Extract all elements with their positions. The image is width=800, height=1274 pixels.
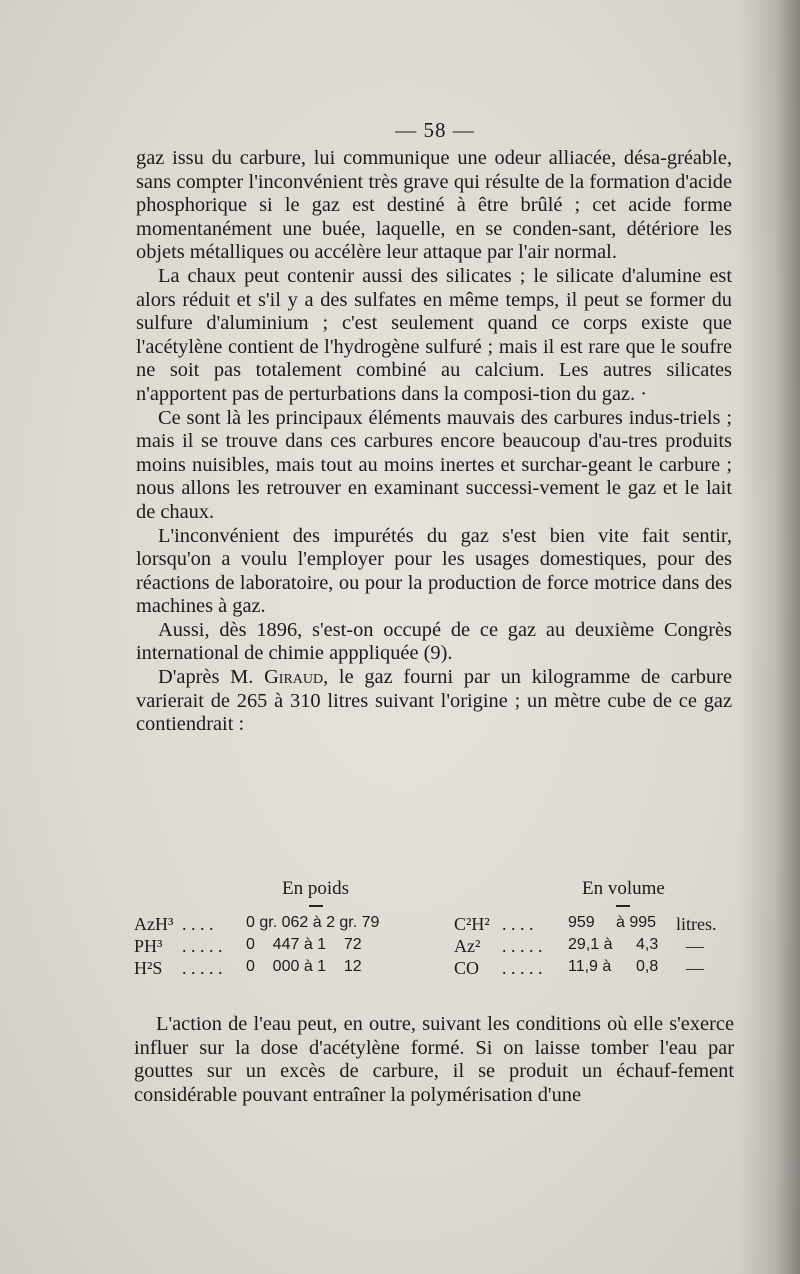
volume-dots: . . . . .	[502, 936, 543, 956]
weight-dots: . . . . .	[182, 958, 223, 978]
volume-dots: . . . .	[502, 914, 534, 934]
weight-header-dash	[309, 905, 323, 907]
page-number: — 58 —	[395, 118, 475, 142]
weight-formula: PH³	[134, 936, 163, 956]
paragraph-bottom: L'action de l'eau peut, en outre, suivant les conditions où elle s'exerce influer sur la dose d'acétylène formé. Si on laisse tomber l'eau par gouttes sur un excès de carbure, il se produit un échauf-fement considérable pouvant entraîner la polymérisation d'une	[134, 1013, 734, 1106]
volume-header-dash	[616, 905, 630, 907]
paragraph-3: Ce sont là les principaux éléments mauvais des carbures indus-triels ; mais il se trouve dans ces carbures encore beaucoup d'au-tres produits moins nuisibles, mais tout au moins inertes et surchar-geant le carbure ; nous allons les retrouver en examinant successi-vement le gaz et le lait de chaux.	[136, 406, 732, 523]
volume-value-a: 11,9 à	[568, 958, 612, 975]
table-row	[134, 958, 734, 980]
weight-value: 0 447 à 1 72	[246, 936, 362, 953]
paragraph-1: gaz issu du carbure, lui communique une odeur alliacée, désa-gréable, sans compter l'inconvénient très grave qui résulte de la formation d'acide phosphorique si le gaz est destiné à être brûlé ; cet acide forme momentanément une buée, laquelle, en se conden-sant, détériore les objets métalliques ou accélère leur attaque par l'air normal.	[136, 147, 732, 264]
volume-unit: litres.	[676, 914, 717, 934]
author-name: Giraud	[264, 666, 324, 689]
giraud-before: D'après M.	[158, 666, 265, 689]
weight-header-label: En poids	[282, 878, 350, 899]
table-row	[134, 914, 734, 936]
volume-formula: CO	[454, 958, 480, 978]
volume-formula: C²H²	[454, 914, 490, 934]
volume-dots: . . . . .	[502, 958, 543, 978]
weight-dots: . . . .	[182, 914, 214, 934]
volume-unit: —	[686, 958, 704, 978]
paragraph-4: L'inconvénient des impurétés du gaz s'est bien vite fait sentir, lorsqu'on a voulu l'employer pour les usages domestiques, pour des réactions de laboratoire, ou pour la production de force motrice dans des machines à gaz.	[136, 524, 732, 618]
weight-table-header	[282, 878, 349, 907]
weight-formula: AzH³	[134, 914, 174, 934]
weight-formula: H²S	[134, 958, 163, 978]
volume-table-header	[582, 878, 665, 907]
body-text-bottom	[134, 1013, 734, 1107]
volume-header-label: En volume	[582, 878, 665, 899]
paragraph-giraud	[136, 666, 732, 737]
volume-value-b: 0,8	[636, 958, 659, 975]
weight-value: 0 gr. 062 à 2 gr. 79	[246, 914, 380, 931]
paragraph-5: Aussi, dès 1896, s'est-on occupé de ce gaz au deuxième Congrès international de chimie apppliquée (9).	[136, 618, 732, 665]
weight-dots: . . . . .	[182, 936, 223, 956]
weight-value: 0 000 à 1 12	[246, 958, 362, 975]
volume-value-a: 29,1 à	[568, 936, 613, 953]
book-spine-shadow	[740, 0, 800, 1274]
volume-unit: —	[686, 936, 704, 956]
giraud-after: , le gaz fourni par un kilogramme de carbure varierait de 265 à 310 litres suivant l'origine ; un mètre cube de ce gaz contiendrait :	[136, 666, 732, 736]
composition-tables	[134, 878, 734, 988]
table-row	[134, 936, 734, 958]
volume-value-b: 4,3	[636, 936, 659, 953]
paragraph-2: La chaux peut contenir aussi des silicates ; le silicate d'alumine est alors réduit et s'il y a des sulfates en même temps, il peut se former du sulfure d'aluminium ; c'est seulement quand ce corps existe que l'acétylène contient de l'hydrogène sulfuré ; mais il est rare que le soufre ne soit pas totalement combiné au calcium. Les autres silicates n'apportent pas de perturbations dans la composi-tion du gaz. ·	[136, 264, 732, 405]
volume-value-a: 959	[568, 914, 595, 931]
volume-value-b: à 995	[616, 914, 657, 931]
volume-formula: Az²	[454, 936, 481, 956]
body-text-top	[136, 147, 732, 737]
